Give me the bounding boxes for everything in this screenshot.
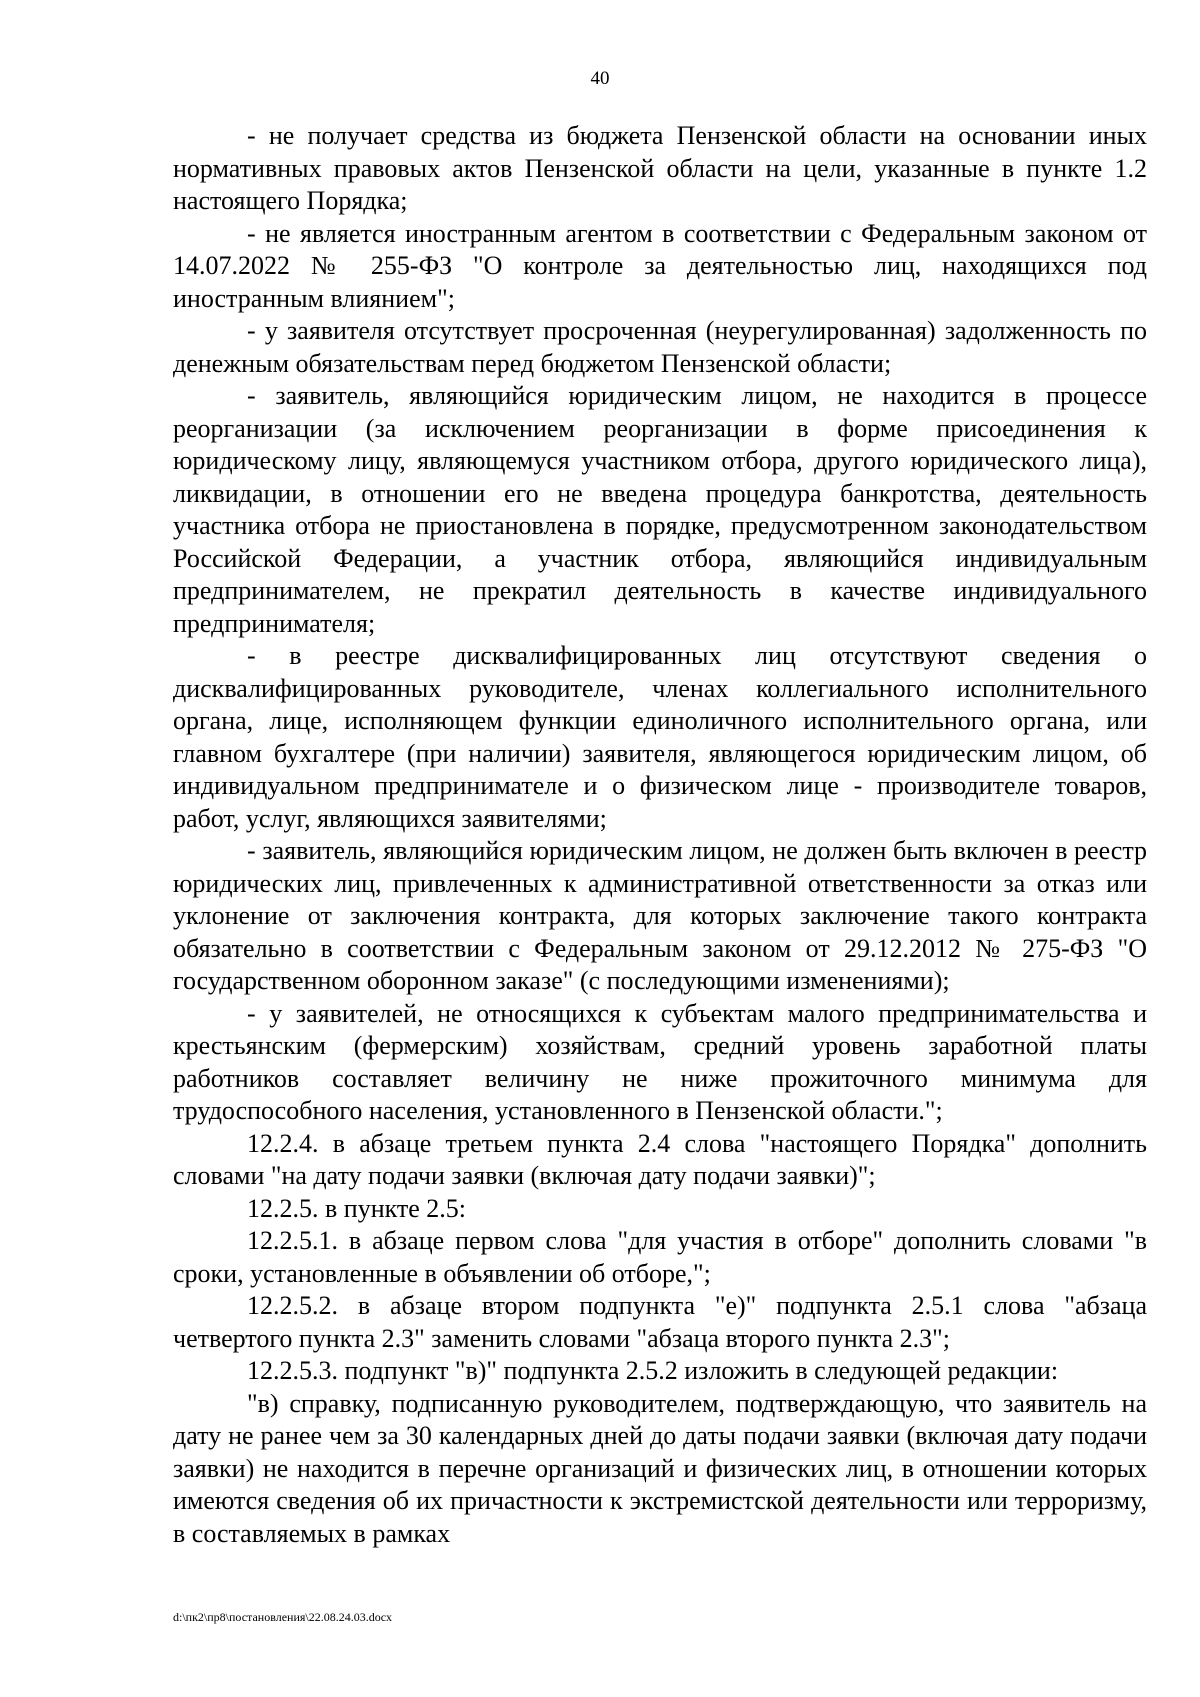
paragraph: 12.2.4. в абзаце третьем пункта 2.4 слова "настоящего Порядка" дополнить словами "на дату подачи заявки (включая дату подачи заявки)";	[173, 1128, 1147, 1190]
paragraph: - не является иностранным агентом в соответствии с Федеральным законом от 14.07.2022 № 255-ФЗ "О контроле за деятельностью лиц, находящихся под иностранным влиянием";	[173, 218, 1147, 313]
paragraph: - у заявителей, не относящихся к субъектам малого предпринимательства и крестьянским (фермерским) хозяйствам, средний уровень заработной платы работников составляет величину не ниже прожиточного минимума для трудоспособного населения, установленного в Пензенской области.";	[173, 998, 1147, 1125]
paragraph: 12.2.5.3. подпункт "в)" подпункта 2.5.2 изложить в следующей редакции:	[247, 1356, 1059, 1385]
paragraph: 12.2.5. в пункте 2.5:	[247, 1193, 467, 1223]
paragraph: - заявитель, являющийся юридическим лицом, не должен быть включен в реестр юридических лиц, привлеченных к административной ответственности за отказ или уклонение от заключения контракта, для которых заключение такого контракта обязательно в соответствии с Федеральным законом от 29.12.2012 № 275-ФЗ "О государственном оборонном заказе" (с последующими изменениями);	[173, 836, 1147, 995]
paragraph: "в) справку, подписанную руководителем, подтверждающую, что заявитель на дату не ранее чем за 30 календарных дней до даты подачи заявки (включая дату подачи заявки) не находится в перечне организаций и физических лиц, в отношении которых имеются сведения об их причастности к экстремистской деятельности или терроризму, в составляемых в рамках	[173, 1388, 1147, 1548]
paragraph: - у заявителя отсутствует просроченная (неурегулированная) задолженность по денежным обязательствам перед бюджетом Пензенской области;	[173, 316, 1147, 378]
page-number: 40	[590, 68, 610, 89]
paragraph: 12.2.5.1. в абзаце первом слова "для участия в отборе" дополнить словами "в сроки, установленные в объявлении об отборе,";	[173, 1226, 1147, 1288]
paragraph: - заявитель, являющийся юридическим лицом, не находится в процессе реорганизации (за исключением реорганизации в форме присоединения к юридическому лицу, являющемуся участником отбора, другого юридического лица), ликвидации, в отношении его не введена процедура банкротства, деятельность участника отбора не приостановлена в порядке, предусмотренном законодательством Российской Федерации, а участник отбора, являющийся индивидуальным предпринимателем, не прекратил деятельность в качестве индивидуального предпринимателя;	[173, 381, 1147, 638]
document-body	[173, 120, 1147, 1550]
paragraph: 12.2.5.2. в абзаце втором подпункта "е)" подпункта 2.5.1 слова "абзаца четвертого пункта 2.3" заменить словами "абзаца второго пункта 2.3";	[173, 1291, 1147, 1353]
paragraph: - в реестре дисквалифицированных лиц отсутствуют сведения о дисквалифицированных руководителе, членах коллегиального исполнительного органа, лице, исполняющем функции единоличного исполнительного органа, или главном бухгалтере (при наличии) заявителя, являющегося юридическим лицом, об индивидуальном предпринимателе и о физическом лице - производителе товаров, работ, услуг, являющихся заявителями;	[173, 641, 1147, 833]
footer-file-path: d:\пк2\пр8\постановления\22.08.24.03.docx	[173, 1610, 393, 1624]
paragraph: - не получает средства из бюджета Пензенской области на основании иных нормативных правовых актов Пензенской области на цели, указанные в пункте 1.2 настоящего Порядка;	[173, 121, 1147, 215]
